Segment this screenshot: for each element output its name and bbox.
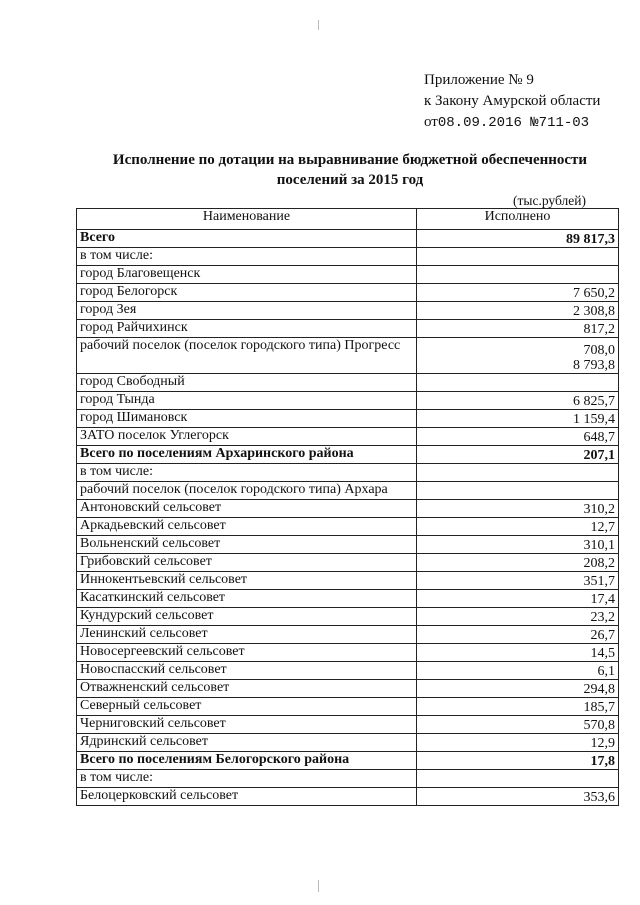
table-row — [77, 662, 619, 680]
table-row — [77, 248, 619, 266]
row-name: Антоновский сельсовет — [77, 500, 417, 518]
row-value: 294,8 — [417, 680, 619, 698]
table-header-row — [77, 209, 619, 230]
row-name: город Свободный — [77, 374, 417, 392]
row-value — [417, 482, 619, 500]
table-row — [77, 410, 619, 428]
row-name: в том числе: — [77, 770, 417, 788]
row-name: Ядринский сельсовет — [77, 734, 417, 752]
row-value: 185,7 — [417, 698, 619, 716]
annex-number: Приложение № 9 — [424, 72, 534, 88]
row-value: 89 817,3 — [417, 230, 619, 248]
row-value: 12,9 — [417, 734, 619, 752]
table-row — [77, 230, 619, 248]
row-value: 570,8 — [417, 716, 619, 734]
row-name: Грибовский сельсовет — [77, 554, 417, 572]
row-value: 7 650,2 — [417, 284, 619, 302]
table-row — [77, 284, 619, 302]
header-value: Исполнено — [417, 209, 619, 230]
table-row — [77, 428, 619, 446]
row-value: 1 159,4 — [417, 410, 619, 428]
header-name: Наименование — [77, 209, 417, 230]
row-value: 353,6 — [417, 788, 619, 806]
row-name: в том числе: — [77, 464, 417, 482]
row-name: Белоцерковский сельсовет — [77, 788, 417, 806]
table-row — [77, 734, 619, 752]
row-value: 17,4 — [417, 590, 619, 608]
row-name: Отважненский сельсовет — [77, 680, 417, 698]
row-value: 2 308,8 — [417, 302, 619, 320]
table-row — [77, 770, 619, 788]
table-row — [77, 392, 619, 410]
annex-law: к Закону Амурской области — [424, 93, 601, 109]
row-name: Всего — [77, 230, 417, 248]
table-row — [77, 464, 619, 482]
table-row — [77, 752, 619, 770]
table-row — [77, 266, 619, 284]
row-value — [417, 248, 619, 266]
table-row — [77, 482, 619, 500]
scan-mark — [318, 20, 319, 30]
row-name: ЗАТО поселок Углегорск — [77, 428, 417, 446]
table-row — [77, 788, 619, 806]
row-name: Иннокентьевский сельсовет — [77, 572, 417, 590]
annex-date: 08.09.2016 №711-03 — [437, 115, 590, 131]
annex-block — [424, 70, 600, 134]
row-value: 817,2 — [417, 320, 619, 338]
row-name: Северный сельсовет — [77, 698, 417, 716]
row-name: город Тында — [77, 392, 417, 410]
row-name: Касаткинский сельсовет — [77, 590, 417, 608]
row-name: город Шимановск — [77, 410, 417, 428]
annex-date-line — [424, 112, 600, 134]
execution-table — [76, 208, 619, 806]
row-name: рабочий поселок (поселок городского типа) Архара — [77, 482, 417, 500]
row-value: 26,7 — [417, 626, 619, 644]
table-row — [77, 500, 619, 518]
table-row — [77, 716, 619, 734]
row-name: Ленинский сельсовет — [77, 626, 417, 644]
row-name: Кундурский сельсовет — [77, 608, 417, 626]
row-name: рабочий поселок (поселок городского типа) Прогресс — [77, 338, 417, 374]
row-name: Всего по поселениям Белогорского района — [77, 752, 417, 770]
row-value — [417, 374, 619, 392]
table-row — [77, 320, 619, 338]
table-row — [77, 698, 619, 716]
table-row — [77, 626, 619, 644]
scan-mark — [318, 880, 319, 892]
table-row — [77, 446, 619, 464]
table-row — [77, 572, 619, 590]
row-name: Черниговский сельсовет — [77, 716, 417, 734]
table-row — [77, 374, 619, 392]
table-row — [77, 644, 619, 662]
row-name: Всего по поселениям Архаринского района — [77, 446, 417, 464]
row-value: 310,2 — [417, 500, 619, 518]
title-line-1: Исполнение по дотации на выравнивание бюджетной обеспеченности — [112, 152, 588, 168]
table-row — [77, 554, 619, 572]
row-name: Вольненский сельсовет — [77, 536, 417, 554]
table-row — [77, 536, 619, 554]
row-value: 208,2 — [417, 554, 619, 572]
row-value: 14,5 — [417, 644, 619, 662]
table-row — [77, 338, 619, 374]
row-value: 648,7 — [417, 428, 619, 446]
table-body — [77, 230, 619, 806]
row-value — [417, 266, 619, 284]
row-name: в том числе: — [77, 248, 417, 266]
row-name: город Зея — [77, 302, 417, 320]
row-name: город Благовещенск — [77, 266, 417, 284]
table-row — [77, 302, 619, 320]
row-value — [417, 770, 619, 788]
table-row — [77, 518, 619, 536]
row-value — [417, 464, 619, 482]
row-value: 23,2 — [417, 608, 619, 626]
row-value: 351,7 — [417, 572, 619, 590]
document-title — [70, 150, 630, 190]
table-row — [77, 680, 619, 698]
table-row — [77, 608, 619, 626]
row-value: 17,8 — [417, 752, 619, 770]
row-value: 310,1 — [417, 536, 619, 554]
row-value: 6 825,7 — [417, 392, 619, 410]
row-value: 6,1 — [417, 662, 619, 680]
title-line-2: поселений за 2015 год — [276, 172, 424, 188]
row-value: 708,0 8 793,8 — [417, 338, 619, 374]
row-name: город Райчихинск — [77, 320, 417, 338]
row-value: 207,1 — [417, 446, 619, 464]
row-name: Новосергеевский сельсовет — [77, 644, 417, 662]
row-name: Аркадьевский сельсовет — [77, 518, 417, 536]
unit-label: (тыс.рублей) — [513, 193, 586, 208]
row-value: 12,7 — [417, 518, 619, 536]
row-name: Новоспасский сельсовет — [77, 662, 417, 680]
annex-date-prefix: от — [424, 114, 438, 130]
table-row — [77, 590, 619, 608]
row-name: город Белогорск — [77, 284, 417, 302]
